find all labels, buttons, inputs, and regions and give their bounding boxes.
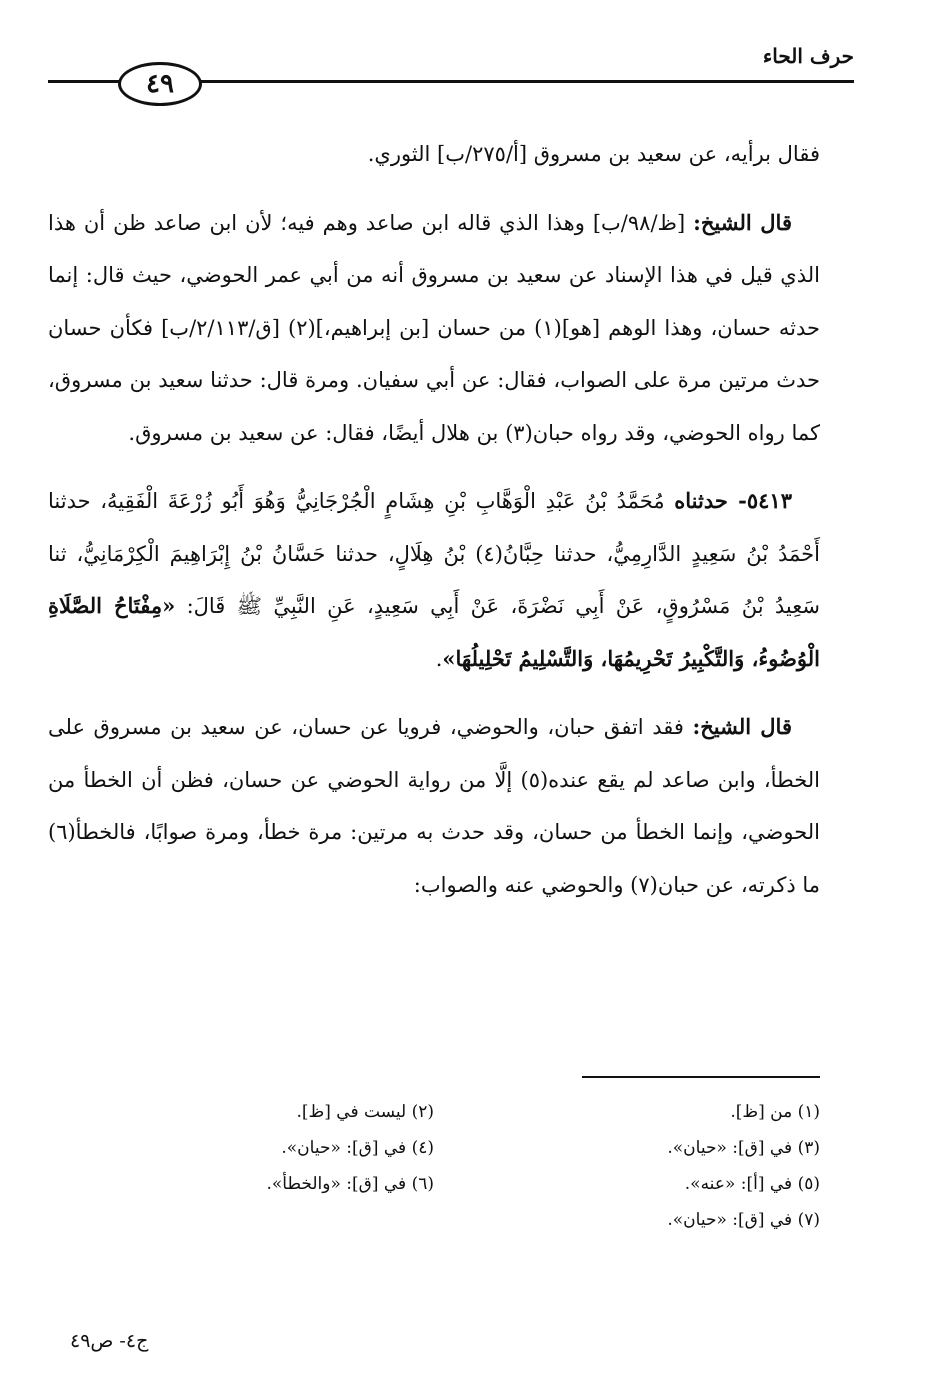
footnote-rule [582, 1076, 820, 1078]
footnote-item: (٢) ليست في [ظ]. [296, 1102, 434, 1122]
body-text [48, 128, 820, 927]
footnote-item: (٦) في [ق]: «والخطأ». [266, 1174, 434, 1194]
footnote-row [48, 1202, 820, 1238]
paragraph-2 [48, 197, 820, 460]
footnote-item: (١) من [ظ]. [730, 1102, 820, 1122]
paragraph-text: فقال برأيه، عن سعيد بن مسروق [أ/٢٧٥/ب] الثوري. [367, 142, 820, 166]
footnote-row [48, 1130, 820, 1166]
footnote-item: (٥) في [أ]: «عنه». [684, 1174, 820, 1194]
hadith-quote: «مِفْتَاحُ الصَّلَاةِ الْوُضُوءُ، وَالتَّكْبِيرُ تَحْرِيمُهَا، وَالتَّسْلِيمُ تَحْلِيلُهَا» [48, 593, 820, 671]
page-number-badge [118, 62, 202, 106]
paragraph-1 [48, 128, 820, 181]
hadith-chain-text: مُحَمَّدُ بْنُ عَبْدِ الْوَهَّابِ بْنِ هِشَامٍ الْجُرْجَانِيُّ وَهُوَ أَبُو زُرْعَةَ الْفَقِيهُ، حدثنا أَحْمَدُ بْنُ سَعِيدٍ الدَّارِمِيُّ، حدثنا حِبَّانُ(٤) بْنُ هِلَالٍ، حدثنا حَسَّانُ بْنُ إِبْرَاهِيمَ الْكِرْمَانِيُّ، ثنا سَعِيدُ بْنُ مَسْرُوقٍ، عَنْ أَبِي نَضْرَةَ، عَنْ أَبِي سَعِيدٍ، عَنِ النَّبِيِّ ﷺ قَالَ: [48, 489, 820, 618]
footnote-item: (٣) في [ق]: «حيان». [667, 1138, 820, 1158]
hadith-number-lead: ٥٤١٣- حدثناه [674, 488, 792, 513]
chapter-title: حرف الحاء [762, 44, 854, 68]
paragraph-text: فقد اتفق حبان، والحوضي، فرويا عن حسان، عن سعيد بن مسروق على الخطأ، وابن صاعد لم يقع عنده(٥) إلَّا من رواية الحوضي عن حسان، فظن أن الخطأ من الحوضي، وإنما الخطأ من حسان، وقد حدث به مرتين: مرة خطأ، ومرة صوابًا، فالخطأ(٦) ما ذكرته، عن حبان(٧) والحوضي عنه والصواب: [48, 715, 821, 897]
paragraph-lead: قال الشيخ: [693, 209, 792, 235]
paragraph-text: [ظ/٩٨/ب] وهذا الذي قاله ابن صاعد وهم فيه؛ لأن ابن صاعد ظن أن هذا الذي قيل في هذا الإسناد عن سعيد بن مسروق أنه من أبي عمر الحوضي، حيث قال: إنما حدثه حسان، وهذا الوهم [هو](١) من حسان [بن إبراهيم،](٢) [ق/٢/١١٣/ب] فكأن حسان حدث مرتين مرة على الصواب، فقال: عن أبي سفيان. ومرة قال: حدثنا سعيد بن مسروق، كما رواه الحوضي، وقد رواه حبان(٣) بن هلال أيضًا، فقال: عن سعيد بن مسروق. [48, 210, 820, 445]
footnote-item: (٧) في [ق]: «حيان». [667, 1210, 820, 1230]
footnote-item: (٤) في [ق]: «حيان». [281, 1138, 434, 1158]
footer-reference: ج٤- ص٤٩ [70, 1330, 149, 1352]
paragraph-lead: قال الشيخ: [692, 714, 792, 739]
footnote-row [48, 1166, 820, 1202]
footnotes [48, 1094, 820, 1238]
paragraph-4 [48, 701, 820, 911]
paragraph-3 [48, 475, 820, 685]
footnote-row [48, 1094, 820, 1130]
page-number: ٤٩ [146, 69, 174, 99]
footnote-item [48, 1202, 434, 1238]
hadith-tail: . [435, 646, 443, 671]
